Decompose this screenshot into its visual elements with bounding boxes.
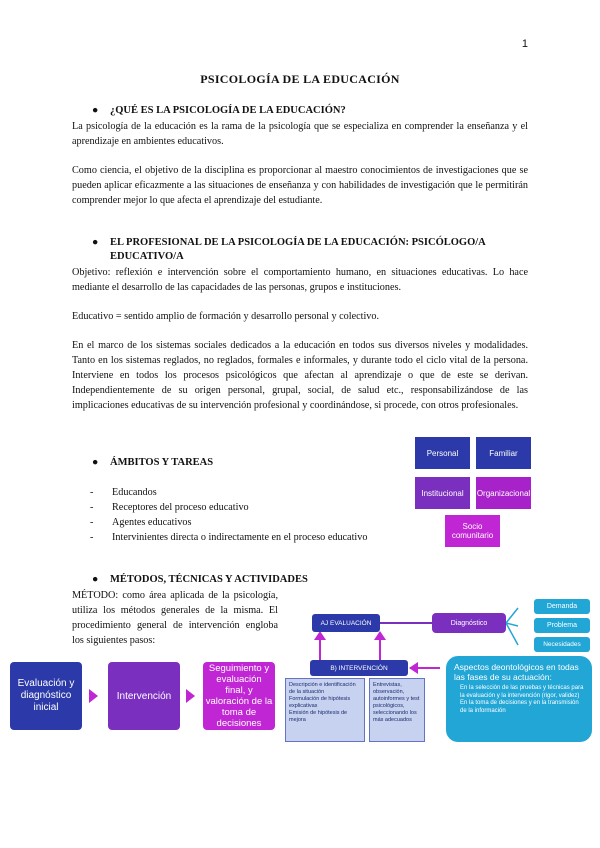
section4-paragraph: MÉTODO: como área aplicada de la psicología, utiliza los métodos generales de la misma. El procedimiento general de intervención engloba los siguientes pasos:: [72, 590, 278, 646]
list-item: En la toma de decisiones y en la transmisión de la información: [460, 700, 579, 714]
list-item: En la selección de las pruebas y técnicas para la evaluación y la intervención (rigor, validez): [460, 685, 584, 699]
list-item: Descripción e identificación de la situación: [289, 682, 356, 695]
diagram-problema: Problema: [534, 618, 590, 633]
section2-paragraph-1: Objetivo: reflexión e intervención sobre el comportamiento humano, en situaciones educativas. Lo hace mediante el desarrollo de las capacidades de las personas, grupos e instituciones.: [72, 267, 528, 293]
bullet-icon: ●: [92, 457, 99, 468]
page-title: PSICOLOGÍA DE LA EDUCACIÓN: [200, 72, 400, 86]
step-evaluacion-inicial: Evaluación y diagnóstico inicial: [10, 662, 82, 730]
list-item: - Agentes educativos: [90, 515, 410, 530]
list-item: - Educandos: [90, 485, 410, 500]
page-number: 1: [521, 38, 528, 50]
diagram-diagnostico: Diagnóstico: [432, 613, 506, 633]
diagram-techniques: Entrevistas, observación, autoinformes y test psicológicos, seleccionando los más adecuados: [369, 678, 425, 742]
list-item: Formulación de hipótesis explicativas: [289, 696, 351, 709]
arrow-left-icon: [409, 662, 418, 674]
step-intervencion: Intervención: [108, 662, 180, 730]
box-personal: Personal: [415, 437, 470, 469]
list-item: - Receptores del proceso educativo: [90, 500, 410, 515]
diagram-intervencion: B) INTERVENCIÓN: [310, 660, 408, 676]
diagram-demanda: Demanda: [534, 599, 590, 614]
aspectos-title: Aspectos deontológicos en todas las fases de su actuación:: [454, 662, 579, 682]
list-item: Emisión de hipótesis de mejora: [289, 710, 348, 723]
section2-paragraph-3: En el marco de los sistemas sociales dedicados a la educación en todos sus diversos niveles y modalidades. Tanto en los sistemas reglados, no reglados, formales e informales, y durante todo el ciclo vital de la persona. Interviene en todos los procesos psicológicos que afectan al aprendizaje o que de este se derivan. Independientemente de su origen personal, grupal, social, de salud etc., responsabilizándose de las implicaciones educativas de su intervención profesional y coordinándose, si procede, con otros profesionales.: [72, 340, 528, 411]
box-institucional: Institucional: [415, 477, 470, 509]
box-organizacional: Organizacional: [476, 477, 531, 509]
section3-heading-text: ÁMBITOS Y TAREAS: [110, 457, 214, 468]
connector-line: [506, 608, 518, 623]
arrow-up-icon: [314, 631, 326, 640]
arrow-up-icon: [374, 631, 386, 640]
box-socio-comunitario: Socio comunitario: [445, 515, 500, 547]
section1-paragraph-2: Como ciencia, el objetivo de la disciplina es proporcionar al maestro conocimientos de investigaciones que se pueden aplicar eficazmente a las situaciones de enseñanza y con habilidades de investigación que le permitirán comprender mejor lo que afecta el aprendizaje del estudiante.: [72, 165, 528, 206]
diagram-necesidades: Necesidades: [534, 637, 590, 652]
section1-heading-text: ¿QUÉ ES LA PSICOLOGÍA DE LA EDUCACIÓN?: [110, 105, 346, 116]
diagram-evaluacion: AJ EVALUACIÓN: [312, 614, 380, 632]
box-familiar: Familiar: [476, 437, 531, 469]
bullet-icon: ●: [92, 237, 99, 248]
diagram-aspectos-deontologicos: [446, 656, 592, 742]
section4-heading-text: MÉTODOS, TÉCNICAS Y ACTIVIDADES: [110, 574, 308, 585]
bullet-icon: ●: [92, 574, 99, 585]
section2-heading-text: EL PROFESIONAL DE LA PSICOLOGÍA DE LA EDUCACIÓN: PSICÓLOGO/A EDUCATIVO/A: [110, 237, 486, 262]
step-seguimiento: Seguimiento y evaluación final, y valoración de la toma de decisiones: [203, 662, 275, 730]
bullet-icon: ●: [92, 105, 99, 116]
section2-paragraph-2: Educativo = sentido amplio de formación y desarrollo personal y colectivo.: [72, 311, 380, 322]
section1-paragraph-1: La psicología de la educación es la rama de la psicología que se especializa en comprender la enseñanza y el aprendizaje en ambientes educativos.: [72, 121, 528, 147]
diagram-steps-list: [285, 678, 365, 742]
list-item: - Intervinientes directa o indirectamente en el proceso educativo: [90, 530, 410, 545]
